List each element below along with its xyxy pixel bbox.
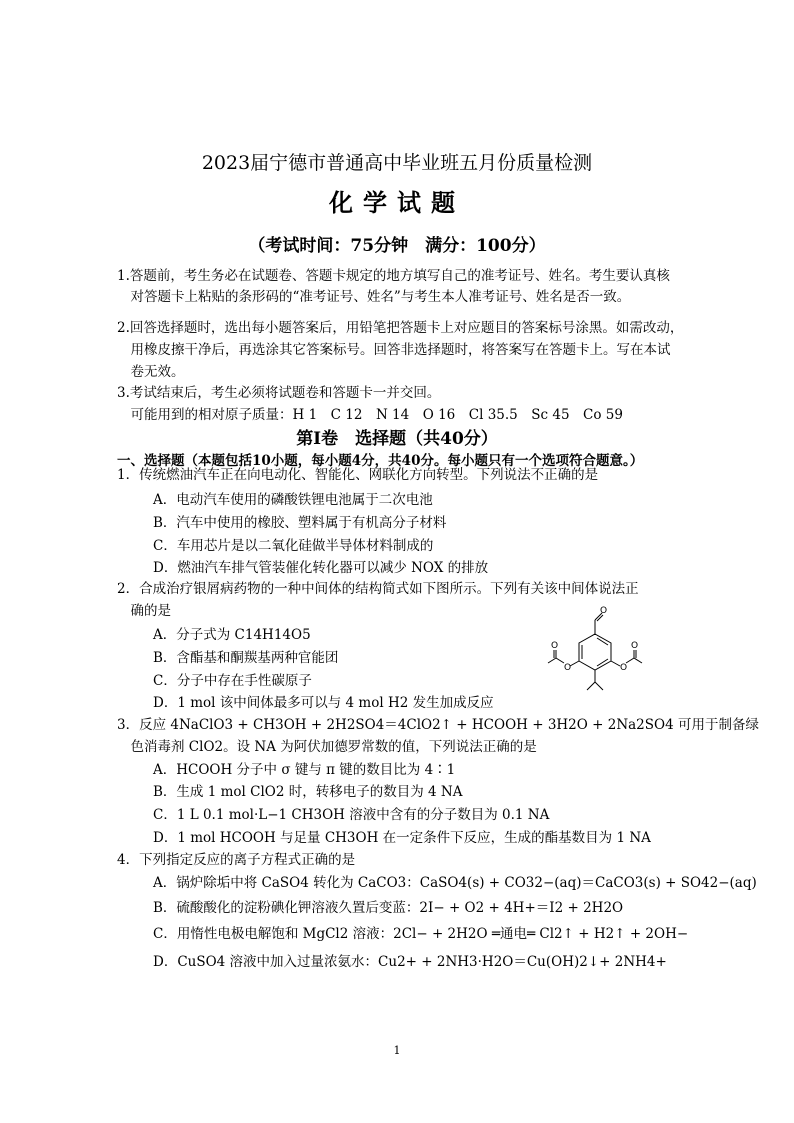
question-stem: 3．反应 4NaClO3 + CH3OH + 2H2SO4＝4ClO2↑ + HCOOH + 3H2O + 2Na2SO4 可用于制备绿 xyxy=(117,717,759,733)
question-option: C．分子中存在手性碳原子 xyxy=(153,673,312,689)
question-stem: 色消毒剂 ClO2。设 NA 为阿伏加德罗常数的值，下列说法正确的是 xyxy=(117,739,537,755)
question-option: B．汽车中使用的橡胶、塑料属于有机高分子材料 xyxy=(153,515,447,531)
page-number: 1 xyxy=(393,1044,401,1057)
question-option: A．电动汽车使用的磷酸铁锂电池属于二次电池 xyxy=(153,492,433,508)
subject-title: 化学试题 xyxy=(329,188,465,217)
question-option: C．1 L 0.1 mol·L−1 CH3OH 溶液中含有的分子数目为 0.1 NA xyxy=(153,807,550,823)
svg-text:O: O xyxy=(631,641,639,651)
exam-info: （考试时间：75分钟 满分：100分） xyxy=(248,236,546,256)
question-option: D．CuSO4 溶液中加入过量浓氨水：Cu2+ + 2NH3·H2O＝Cu(OH)2↓+ 2NH4+ xyxy=(153,954,667,970)
svg-text:O: O xyxy=(564,663,572,673)
question-stem: 4．下列指定反应的离子方程式正确的是 xyxy=(117,852,356,868)
question-stem: 确的是 xyxy=(117,603,171,619)
question-option: C．车用芯片是以二氧化硅做半导体材料制成的 xyxy=(153,538,434,554)
question-option: A．HCOOH 分子中 σ 键与 π 键的数目比为 4∶1 xyxy=(153,762,456,778)
question-option: B．含酯基和酮羰基两种官能团 xyxy=(153,650,339,666)
question-option: B．生成 1 mol ClO2 时，转移电子的数目为 4 NA xyxy=(153,784,463,800)
instruction-line: 对答题卡上粘贴的条形码的“准考证号、姓名”与考生本人准考证号、姓名是否一致。 xyxy=(117,289,631,305)
instruction-line: 2.回答选择题时，选出每小题答案后，用铅笔把答题卡上对应题目的答案标号涂黑。如需改动， xyxy=(117,320,684,336)
question-stem: 1．传统燃油汽车正在向电动化、智能化、网联化方向转型。下列说法不正确的是 xyxy=(117,467,599,483)
question-stem: 2．合成治疗银屑病药物的一种中间体的结构简式如下图所示。下列有关该中间体说法正 xyxy=(117,581,639,597)
instruction-line: 卷无效。 xyxy=(117,364,185,380)
section-title: 第Ⅰ卷 选择题（共40分） xyxy=(296,429,498,449)
question-option: B．硫酸酸化的淀粉碘化钾溶液久置后变蓝：2I− + O2 + 4H+＝I2 + 2H2O xyxy=(153,900,624,916)
question-option: D．燃油汽车排气管装催化转化器可以减少 NOX 的排放 xyxy=(153,560,489,576)
question-option: D．1 mol HCOOH 与足量 CH3OH 在一定条件下反应，生成的酯基数目为 1 NA xyxy=(153,830,651,846)
section-heading: 一、选择题（本题包括10小题，每小题4分，共40分。每小题只有一个选项符合题意。） xyxy=(117,453,644,469)
instruction-line: 可能用到的相对原子质量：H 1 C 12 N 14 O 16 Cl 35.5 Sc 45 Co 59 xyxy=(117,407,623,423)
question-option: C．用惰性电极电解饱和 MgCl2 溶液：2Cl− + 2H2O ═通电═ Cl2↑ + H2↑ + 2OH− xyxy=(153,926,689,942)
question-option: A．分子式为 C14H14O5 xyxy=(153,627,311,643)
svg-text:O: O xyxy=(551,641,559,651)
molecule-structure-image xyxy=(530,606,660,704)
question-option: A．锅炉除垢中将 CaSO4 转化为 CaCO3：CaSO4(s) + CO32−(aq)＝CaCO3(s) + SO42−(aq) xyxy=(153,875,757,891)
exam-title: 2023届宁德市普通高中毕业班五月份质量检测 xyxy=(201,152,593,174)
instruction-line: 3.考试结束后，考生必须将试题卷和答题卡一并交回。 xyxy=(117,385,441,401)
instruction-line: 用橡皮擦干净后，再选涂其它答案标号。回答非选择题时，将答案写在答题卡上。写在本试 xyxy=(117,342,671,358)
svg-text:O: O xyxy=(620,663,628,673)
question-option: D．1 mol 该中间体最多可以与 4 mol H2 发生加成反应 xyxy=(153,695,494,711)
instruction-line: 1.答题前，考生务必在试题卷、答题卡规定的地方填写自己的准考证号、姓名。考生要认真核 xyxy=(117,268,670,284)
svg-text:O: O xyxy=(600,606,608,616)
